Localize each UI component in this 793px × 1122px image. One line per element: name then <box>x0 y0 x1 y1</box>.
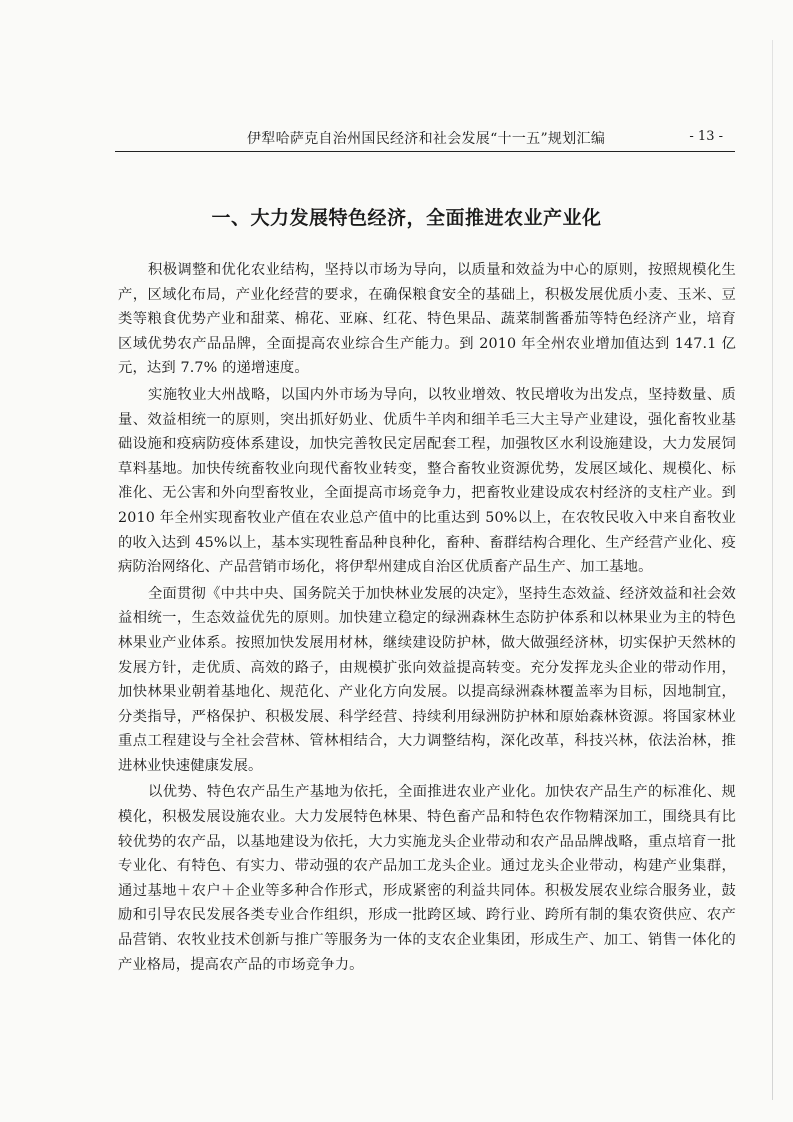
paragraph-forestry: 全面贯彻《中共中央、国务院关于加快林业发展的决定》，坚持生态效益、经济效益和社会效益相统一，生态效益优先的原则。加快建立稳定的绿洲森林生态防护体系和以林果业为主的特色林果业产业体系。按照加快发展用材林，继续建设防护林，做大做强经济林，切实保护天然林的发展方针，走优质、高效的路子，由规模扩张向效益提高转变。充分发挥龙头企业的带动作用，加快林果业朝着基地化、规范化、产业化方向发展。以提高绿洲森林覆盖率为目标，因地制宜，分类指导，严格保护、积极发展、科学经营、持续利用绿洲防护林和原始森林资源。将国家林业重点工程建设与全社会营林、管林相结合，大力调整结构，深化改革，科技兴林，依法治林，推进林业快速健康发展。 <box>118 585 736 774</box>
paragraph-industrialization: 以优势、特色农产品生产基地为依托，全面推进农业产业化。加快农产品生产的标准化、规模化，积极发展设施农业。大力发展特色林果、特色畜产品和特色农作物精深加工，围绕具有比较优势的农产品，以基地建设为依托，大力实施龙头企业带动和农产品品牌战略，重点培育一批专业化、有特色、有实力、带动强的农产品加工龙头企业。通过龙头企业带动，构建产业集群，通过基地＋农户＋企业等多种合作形式，形成紧密的利益共同体。积极发展农业综合服务业，鼓励和引导农民发展各类专业合作组织，形成一批跨区域、跨行业、跨所有制的集农资供应、农产品营销、农牧业技术创新与推广等服务为一体的支农企业集团，形成生产、加工、销售一体化的产业格局，提高农产品的市场竞争力。 <box>118 784 736 973</box>
header-title: 伊犁哈萨克自治州国民经济和社会发展“十一五”规划汇编 <box>247 131 606 147</box>
paragraph-animal-husbandry: 实施牧业大州战略，以国内外市场为导向，以牧业增效、牧民增收为出发点，坚持数量、质量、效益相统一的原则，突出抓好奶业、优质牛羊肉和细羊毛三大主导产业建设，强化畜牧业基础设施和疫病防疫体系建设，加快完善牧民定居配套工程，加强牧区水利设施建设，大力发展饲草料基地。加快传统畜牧业向现代畜牧业转变，整合畜牧业资源优势，发展区域化、规模化、标准化、无公害和外向型畜牧业，全面提高市场竞争力，把畜牧业建设成农村经济的支柱产业。到 2010 年全州实现畜牧业产值在农业总产值中的比重达到 50%以上，在农牧民收入中来自畜牧业的收入达到 45%以上，基本实现牲畜品种良种化，畜种、畜群结构合理化、生产经营产业化、疫病防治网络化、产品营销市场化，将伊犁州建成自治区优质畜产品生产、加工基地。 <box>118 386 736 576</box>
body-text <box>118 258 736 977</box>
scan-edge-line <box>772 40 773 1100</box>
page-number: - 13 - <box>689 129 723 144</box>
header-rule <box>115 151 735 152</box>
running-header <box>115 128 735 150</box>
section-title: 一、大力发展特色经济，全面推进农业产业化 <box>211 207 602 229</box>
paragraph-agriculture-structure: 积极调整和优化农业结构，坚持以市场为导向，以质量和效益为中心的原则，按照规模化生产，区域化布局，产业化经营的要求，在确保粮食安全的基础上，积极发展优质小麦、玉米、豆类等粮食优势产业和甜菜、棉花、亚麻、红花、特色果品、蔬菜制酱番茄等特色经济产业，培育区域优势农产品品牌，全面提高农业综合生产能力。到 2010 年全州农业增加值达到 147.1 亿元，达到 7.7% 的递增速度。 <box>118 262 736 377</box>
